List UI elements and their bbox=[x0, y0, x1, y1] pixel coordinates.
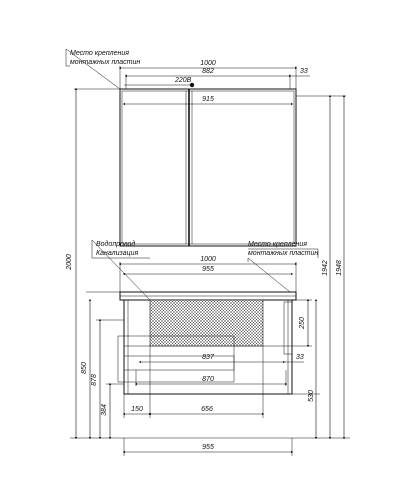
mirror-cabinet-body bbox=[120, 89, 296, 246]
water-note-line1: Водопровод bbox=[96, 241, 136, 248]
vanity-dim-150: 150 bbox=[131, 406, 143, 413]
vanity-dim-837: 837 bbox=[202, 354, 214, 361]
vanity-mount-note-line1: Место крепления bbox=[248, 241, 308, 248]
mirror-height-left: 2000 bbox=[66, 254, 73, 270]
mirror-height-right-1: 1942 bbox=[322, 260, 329, 276]
vanity-dim-870: 870 bbox=[202, 376, 214, 383]
vanity-dim-850: 850 bbox=[81, 362, 88, 374]
vanity-dim-250: 250 bbox=[299, 317, 306, 329]
vanity-mount-note-line2: монтажных пластин bbox=[248, 250, 319, 257]
mirror-plate-offset: 33 bbox=[300, 68, 308, 75]
vanity-dim-384: 384 bbox=[101, 404, 108, 416]
mirror-mount-note-line2: монтажных пластин bbox=[70, 59, 141, 66]
vanity-dim-530: 530 bbox=[308, 390, 315, 402]
vanity-width-bottom: 955 bbox=[202, 444, 214, 451]
vanity-width-total: 1000 bbox=[200, 256, 216, 263]
mirror-width-plates: 882 bbox=[202, 68, 214, 75]
water-note-line2: Канализация bbox=[96, 250, 139, 257]
mirror-width-inner: 915 bbox=[202, 96, 214, 103]
vanity-width-top: 955 bbox=[202, 266, 214, 273]
vanity bbox=[70, 240, 350, 456]
socket-label: 220В bbox=[175, 77, 192, 84]
mirror-width-total: 1000 bbox=[200, 60, 216, 67]
mirror-height-right-2: 1948 bbox=[336, 260, 343, 276]
vanity-dim-656: 656 bbox=[201, 406, 213, 413]
mirror-mount-note-line1: Место крепления bbox=[70, 50, 130, 57]
vanity-dim-878: 878 bbox=[91, 374, 98, 386]
water-supply-zone bbox=[150, 300, 263, 346]
vanity-dim-33: 33 bbox=[296, 354, 304, 361]
